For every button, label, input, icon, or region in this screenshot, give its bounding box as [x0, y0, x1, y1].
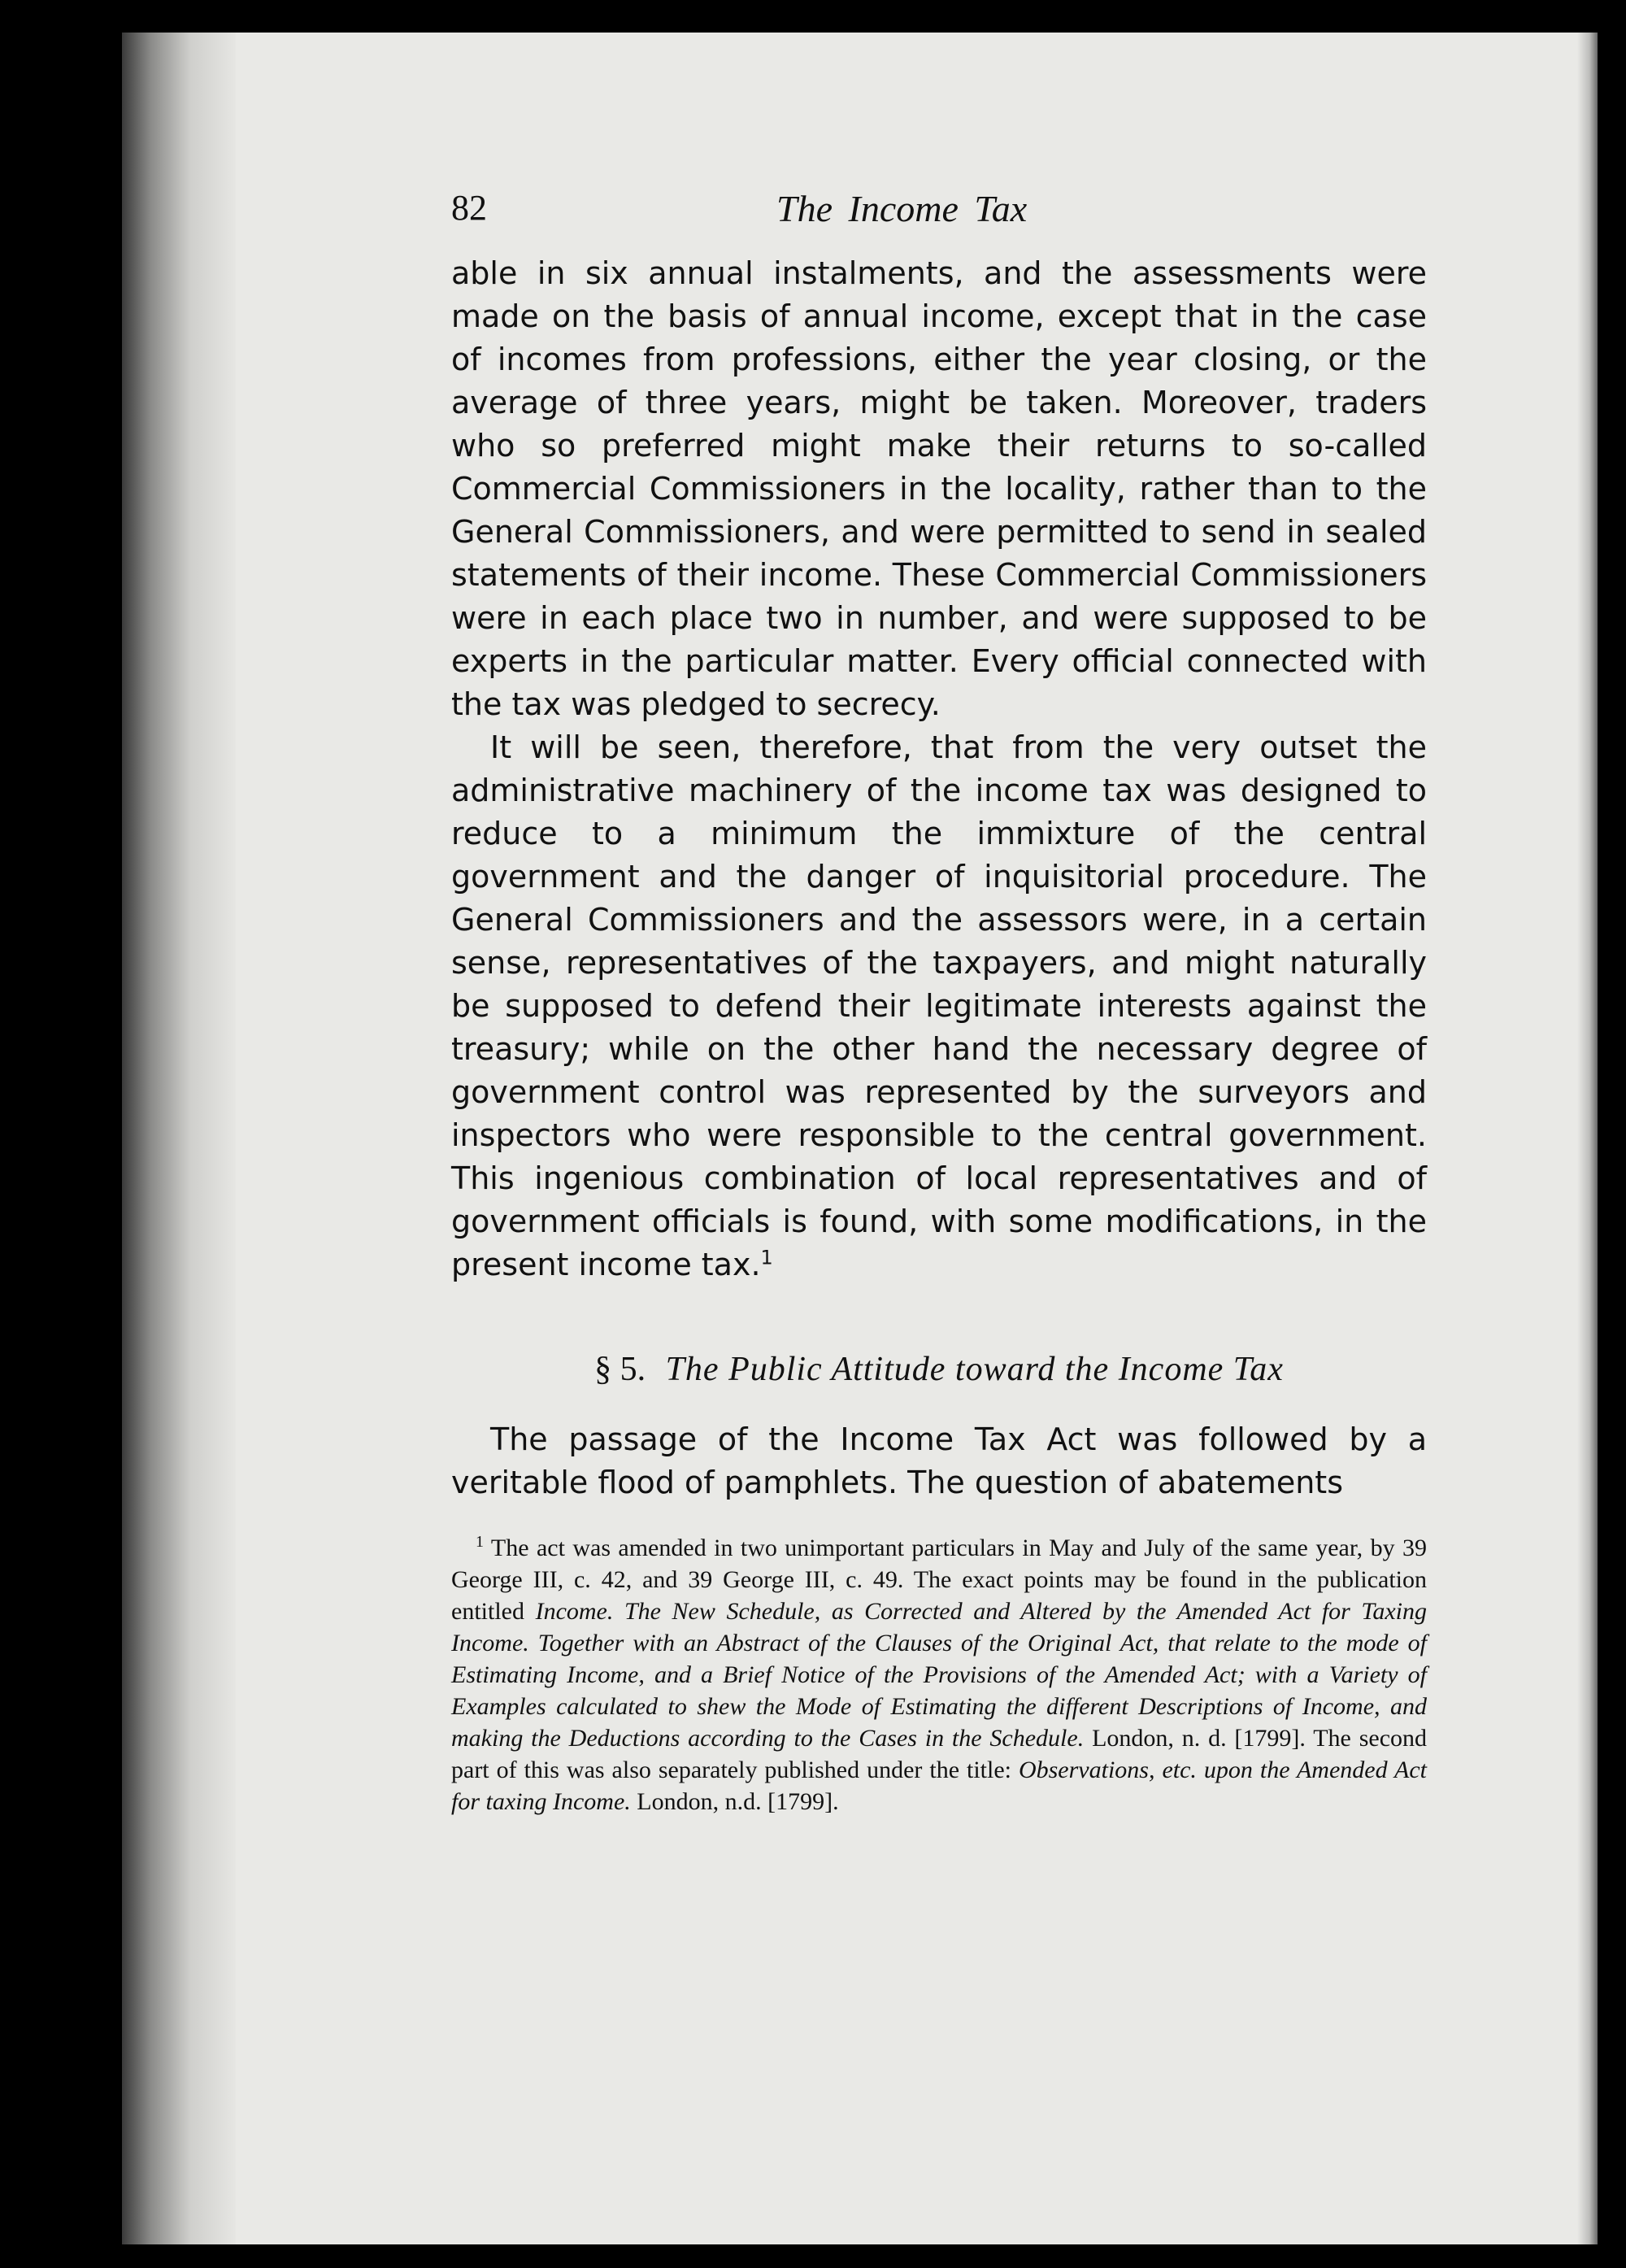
- body-paragraph-text: able in six annual instalments, and the assessments were made on the basis of annual income, except that in the case of incomes from professions, either the year closing, or the average of three years, might be taken. Moreover, traders who so preferred might make their returns to so-called Commercial Commissioners in the locality, rather than to the General Commissioners, and were permitted to send in sealed statements of their income. These Commercial Commissioners were in each place two in number, and were supposed to be experts in the particular matter. Every official connected with the tax was pledged to secrecy.: [451, 255, 1427, 722]
- section-heading: [451, 1350, 1427, 1389]
- body-paragraph-text: The passage of the Income Tax Act was followed by a veritable flood of pamphlets. The question of abatements: [451, 1421, 1427, 1500]
- section-title: The Public Attitude toward the Income Tax: [665, 1351, 1284, 1388]
- body-paragraph: [451, 252, 1427, 726]
- footnote-text: The act was amended in two unimportant particulars in May and July of the same year, by 39 George III, c. 42, and 39 George III, c. 49. The exact points may be found in the publication entitled: [451, 1534, 1427, 1625]
- body-paragraph: [451, 1418, 1427, 1504]
- running-head: [451, 187, 1427, 252]
- running-title: The Income Tax: [776, 188, 1028, 229]
- page-binding-shadow: [122, 33, 236, 2244]
- footnote-marker: 1: [476, 1533, 484, 1551]
- page-number: 82: [451, 188, 487, 228]
- footnote-text: London, n.d. [1799].: [637, 1788, 839, 1815]
- page-content: [451, 187, 1427, 1817]
- footnote-reference: 1: [760, 1246, 773, 1269]
- page-right-edge: [1577, 33, 1598, 2244]
- body-paragraph: [451, 726, 1427, 1286]
- footnote: [451, 1532, 1427, 1817]
- section-number: § 5.: [594, 1351, 646, 1388]
- footnote-text: London, n. d. [1799]. The second part of this was also separately published under the title:: [451, 1725, 1428, 1783]
- footnote-cited-title: Observations, etc. upon the Amended Act for taxing Income.: [451, 1757, 1427, 1815]
- body-paragraph-text: It will be seen, therefore, that from the very outset the administrative machinery of the income tax was designed to reduce to a minimum the immixture of the central government and the danger of inquisitorial procedure. The General Commissioners and the assessors were, in a certain sense, representatives of the taxpayers, and might naturally be supposed to defend their legitimate interests against the treasury; while on the other hand the necessary degree of government control was represented by the surveyors and inspectors who were responsible to the central government. This ingenious combination of local representatives and of government officials is found, with some modifications, in the present income tax.: [451, 729, 1427, 1282]
- footnote-cited-title: Income. The New Schedule, as Corrected and Altered by the Amended Act for Taxing Income. Together with an Abstract of the Clauses of the Original Act, that relate to the mode of Estimating Income, and a Brief Notice of the Provisions of the Amended Act; with a Variety of Examples calculated to shew the Mode of Estimating the different Descriptions of Income, and making the Deductions according to the Cases in the Schedule.: [451, 1598, 1428, 1752]
